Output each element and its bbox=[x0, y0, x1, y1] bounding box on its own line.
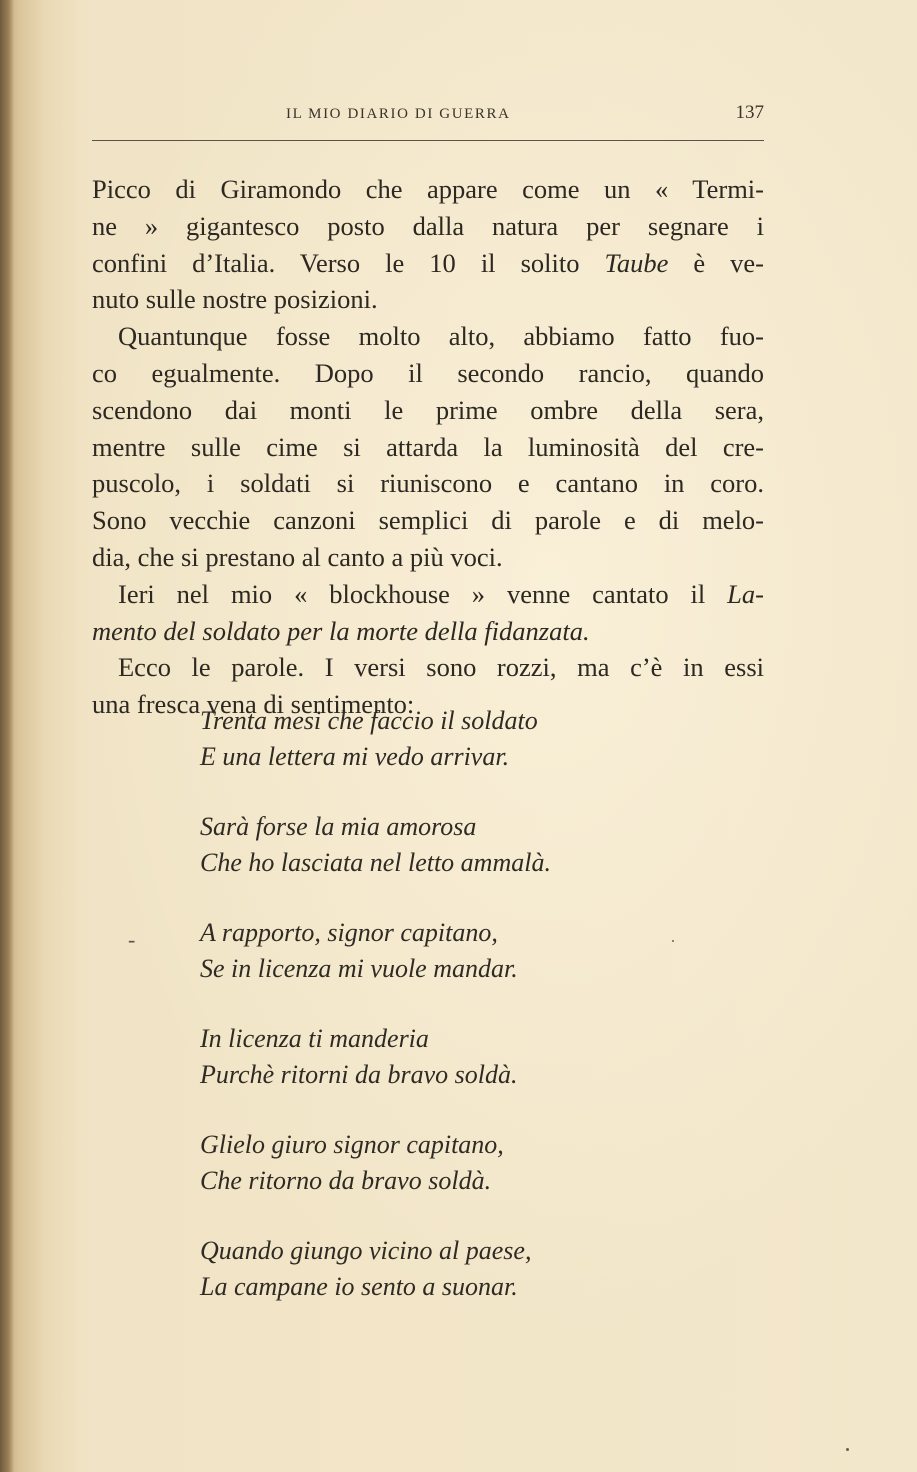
text-line: Sono vecchie canzoni semplici di parole e di melo- bbox=[92, 505, 764, 536]
page-header bbox=[92, 98, 764, 138]
verse-line: Trenta mesi che faccio il soldato bbox=[200, 706, 538, 735]
text-line: scendono dai monti le prime ombre della sera, bbox=[92, 394, 764, 425]
stanza bbox=[200, 703, 551, 774]
paper-speck bbox=[846, 1448, 849, 1451]
verse-line: A rapporto, signor capitano, bbox=[200, 918, 498, 947]
running-title: IL MIO DIARIO DI GUERRA bbox=[286, 106, 511, 122]
text-line: nuto sulle nostre posizioni. bbox=[92, 284, 378, 315]
text-line: Quantunque fosse molto alto, abbiamo fatto fuo- bbox=[118, 321, 764, 352]
verse-line: In licenza ti manderia bbox=[200, 1024, 429, 1053]
poem bbox=[200, 703, 551, 1339]
body-text bbox=[92, 171, 764, 723]
page-number: 137 bbox=[735, 102, 764, 123]
text-line: Ecco le parole. I versi sono rozzi, ma c’è in essi bbox=[118, 652, 764, 683]
text-line: co egualmente. Dopo il secondo rancio, quando bbox=[92, 357, 764, 388]
text-line: puscolo, i soldati si riuniscono e cantano in coro. bbox=[92, 468, 764, 499]
text-line: mentre sulle cime si attarda la luminosità del cre- bbox=[92, 431, 764, 462]
text-run: Ieri nel mio « blockhouse » venne cantato il bbox=[118, 578, 728, 609]
verse-line: Quando giungo vicino al paese, bbox=[200, 1236, 532, 1265]
verse-line: Sarà forse la mia amorosa bbox=[200, 812, 477, 841]
verse-line: Purchè ritorni da bravo soldà. bbox=[200, 1059, 518, 1089]
paragraph-1 bbox=[92, 171, 764, 318]
stanza bbox=[200, 1127, 551, 1198]
paragraph-3 bbox=[92, 576, 764, 650]
margin-dash-mark: - bbox=[128, 927, 136, 952]
text-line: una fresca vena di sentimento: bbox=[92, 689, 415, 720]
text-line: Picco di Giramondo che appare come un « Termi- bbox=[92, 174, 764, 204]
italic-word-taube: Taube bbox=[604, 247, 669, 278]
text-line bbox=[92, 576, 764, 613]
text-run: è ve- bbox=[668, 247, 764, 278]
text-line: dia, che si prestano al canto a più voci. bbox=[92, 541, 503, 572]
stanza bbox=[200, 1233, 551, 1304]
verse-line: Se in licenza mi vuole mandar. bbox=[200, 953, 518, 983]
stanza bbox=[200, 809, 551, 880]
italic-title-line: mento del soldato per la morte della fidanzata. bbox=[92, 615, 590, 646]
paper-speck bbox=[672, 940, 674, 942]
verse-line: Che ho lasciata nel letto ammalà. bbox=[200, 847, 551, 877]
stanza bbox=[200, 1021, 551, 1092]
text-line: ne » gigantesco posto dalla natura per segnare i bbox=[92, 210, 764, 241]
verse-line: Glielo giuro signor capitano, bbox=[200, 1130, 504, 1159]
verse-line: E una lettera mi vedo arrivar. bbox=[200, 741, 510, 771]
text-line bbox=[92, 245, 764, 282]
verse-line: La campane io sento a suonar. bbox=[200, 1271, 518, 1301]
stanza bbox=[200, 915, 551, 986]
verse-line: Che ritorno da bravo soldà. bbox=[200, 1165, 492, 1195]
paragraph-2 bbox=[92, 318, 764, 576]
text-run: confini d’Italia. Verso le 10 il solito bbox=[92, 247, 605, 278]
page-gutter-shadow bbox=[0, 0, 14, 1472]
header-rule bbox=[92, 140, 764, 141]
italic-title-start: La- bbox=[727, 578, 764, 609]
